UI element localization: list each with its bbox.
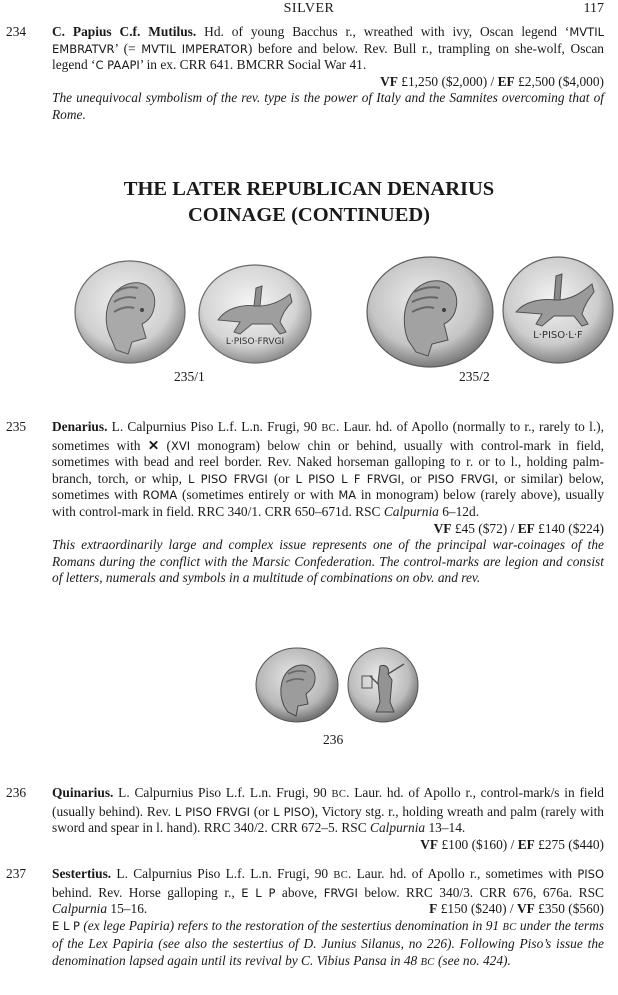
entry-note: This extraordinarily large and complex issue represents one of the principal war-coinages of the Romans during the conflict with the Marsic Confederation. The control-marks are legion and consist of letters, numerals and symbols in a multitude of combinations on obv. and rev. [52, 537, 604, 586]
desc-text: L. Calpurnius Piso L.f. L.n. Frugi, 90 [113, 785, 332, 800]
price: £150 ($240) / [437, 901, 517, 917]
desc-text: , or similar) below, sometimes with [52, 470, 604, 503]
entry-number: 236 [6, 785, 27, 800]
grade: VF [420, 836, 439, 852]
coin-235-2-obverse [364, 254, 496, 370]
legend-text: MA [338, 488, 357, 503]
entry-number: 235 [6, 419, 27, 434]
era-abbrev: BC [502, 921, 517, 933]
entry-note: The unequivocal symbolism of the rev. type is the power of Italy and the Samnites overcoming that of Rome. [52, 90, 604, 122]
title-line: COINAGE (CONTINUED) [187, 204, 431, 226]
grade: VF [380, 73, 398, 89]
legend-text: PISO [577, 867, 604, 881]
entry-body [52, 785, 604, 852]
section-title [0, 176, 618, 228]
coin-235-1-obverse [72, 258, 188, 366]
desc-text: L. Calpurnius Piso L.f. L.n. Frugi, 90 [107, 419, 322, 434]
legend-text: MVTIL EMBRATVR [52, 25, 604, 56]
reference: Calpurnia [370, 820, 426, 836]
grade: F [429, 901, 438, 917]
reference: Calpurnia [52, 901, 108, 917]
grade: EF [517, 836, 535, 852]
grade: VF [433, 520, 452, 536]
coin-legend: L·PISO·L·F [533, 330, 583, 341]
legend-text: L PISO FRVGI [174, 804, 251, 819]
legend-text: ROMA [142, 488, 178, 503]
note-text: (ex lege Papiria) refers to the restoration of the sestertius denomination in 91 [79, 917, 503, 933]
legend-text: E L P [52, 918, 80, 933]
desc-text: (or [267, 470, 296, 486]
coin-235-1-reverse [196, 262, 314, 366]
grade: EF [517, 520, 535, 536]
price: £45 ($72) / [451, 520, 518, 536]
desc-text: (or [250, 803, 274, 819]
entry-number: 234 [6, 24, 27, 39]
desc-text: below. RRC 340/3. CRR 676, 676a. RSC [357, 884, 604, 900]
coin-235-2-reverse [500, 254, 616, 366]
era-abbrev: BC [420, 956, 435, 968]
catalog-entry-236 [0, 785, 618, 853]
coin-236-reverse [346, 646, 420, 724]
desc-text: ), Victory stg. r., holding wreath and palm (rarely with sword and spear in l. hand). RRC 340/2. CRR 672–5. RSC [52, 803, 604, 836]
legend-text: L PISO FRVGI [187, 471, 268, 486]
section-name: SILVER [283, 1, 335, 16]
desc-text: (sometimes entirely or with [177, 487, 339, 503]
image-caption: 235/2 [459, 369, 490, 384]
note-text: under the terms of the Lex Papiria (see also the sestertius of D. Junius Silanus, no 226). Following Piso’s issue the denomination lapsed again until its revival by C. Vibius Pansa in 48 [52, 917, 604, 968]
price: £350 ($560) [534, 901, 604, 917]
note-text: (see no. 424). [434, 952, 511, 968]
desc-text: L. Calpurnius Piso L.f. L.n. Frugi, 90 [111, 866, 334, 881]
catalog-entry-235 [0, 419, 618, 587]
entry-note [52, 918, 604, 972]
desc-text: in monogram) below (rarely above), usually with control-mark in field. RRC 340/1. CRR 650–671d. RSC [52, 487, 605, 519]
legend-text: L PISO L F FRVGI [295, 471, 401, 486]
legend-text: XVI [170, 438, 191, 453]
desc-text: above, [275, 884, 324, 900]
coin-legend: L·PISO·FRVGI [225, 337, 285, 347]
price-line [52, 74, 604, 91]
grade: EF [497, 73, 515, 89]
legend-text: E L P [241, 885, 276, 900]
desc-text: ’ in ex. CRR 641. BMCRR Social War 41. [139, 57, 367, 73]
entry-body [52, 419, 605, 536]
desc-text: ’ (= [114, 40, 142, 56]
entry-number: 237 [6, 866, 27, 881]
price-line [420, 837, 604, 854]
legend-text: FRVGI [323, 885, 358, 900]
desc-text: , or [400, 470, 428, 486]
desc-text: . Laur. hd. of Apollo r., sometimes with [348, 866, 578, 881]
price: £2,500 ($4,000) [514, 73, 604, 89]
legend-text: L PISO [273, 804, 311, 819]
coin-name: Sestertius. [52, 866, 112, 881]
desc-text: 6–12d. [438, 503, 480, 519]
desc-text: ) before and below. Rev. Bull r., trampling on she-wolf, Oscan legend ‘ [52, 40, 605, 73]
desc-text: monogram) below chin or behind, usually with control-mark in field, sometimes with bead and reel border. Rev. Naked horseman galloping to r. or to l., holding palm-branch, torch, or whip, [52, 437, 604, 486]
price: £140 ($224) [534, 520, 604, 536]
image-caption: 236 [323, 732, 344, 747]
image-caption: 235/1 [174, 369, 205, 384]
coin-236-obverse [254, 646, 340, 724]
desc-text: 13–14. [425, 820, 466, 836]
desc-text: ( [159, 437, 171, 453]
price: £1,250 ($2,000) / [397, 73, 498, 89]
page-number: 117 [583, 1, 604, 16]
coin-name: Quinarius. [52, 785, 114, 800]
title-line: THE LATER REPUBLICAN DENARIUS [123, 178, 495, 200]
entry-body [52, 24, 604, 90]
era-abbrev: BC [333, 870, 348, 881]
grade: VF [516, 901, 535, 917]
legend-text: MVTIL IMPERATOR [141, 41, 248, 56]
desc-text: behind. Rev. Horse galloping r., [52, 884, 242, 900]
coin-name: Denarius. [52, 419, 108, 434]
coin-name: C. Papius C.f. Mutilus. [52, 24, 197, 39]
reference: Calpurnia [383, 503, 439, 519]
desc-text: . Laur. hd. of Apollo r., control-mark/s in field (usually behind). Rev. [52, 785, 604, 819]
desc-text: Hd. of young Bacchus r., wreathed with ivy, Oscan legend ‘ [196, 24, 570, 39]
monogram-icon: ✕ [147, 437, 160, 453]
era-abbrev: BC [331, 789, 347, 800]
price: £275 ($440) [534, 836, 604, 852]
running-header [0, 0, 618, 20]
era-abbrev: BC [321, 423, 336, 434]
catalog-entry-234 [0, 24, 618, 124]
catalog-entry-237 [0, 866, 618, 972]
price-line [429, 901, 604, 918]
entry-body [52, 866, 604, 918]
desc-text: 15–16. [107, 901, 148, 917]
price-line [434, 521, 604, 538]
legend-text: C PAAPI [95, 58, 140, 73]
legend-text: PISO FRVGI [427, 471, 495, 486]
price: £100 ($160) / [438, 836, 518, 852]
desc-text: . Laur. hd. of Apollo (normally to r., rarely to l.), sometimes with [52, 419, 604, 453]
